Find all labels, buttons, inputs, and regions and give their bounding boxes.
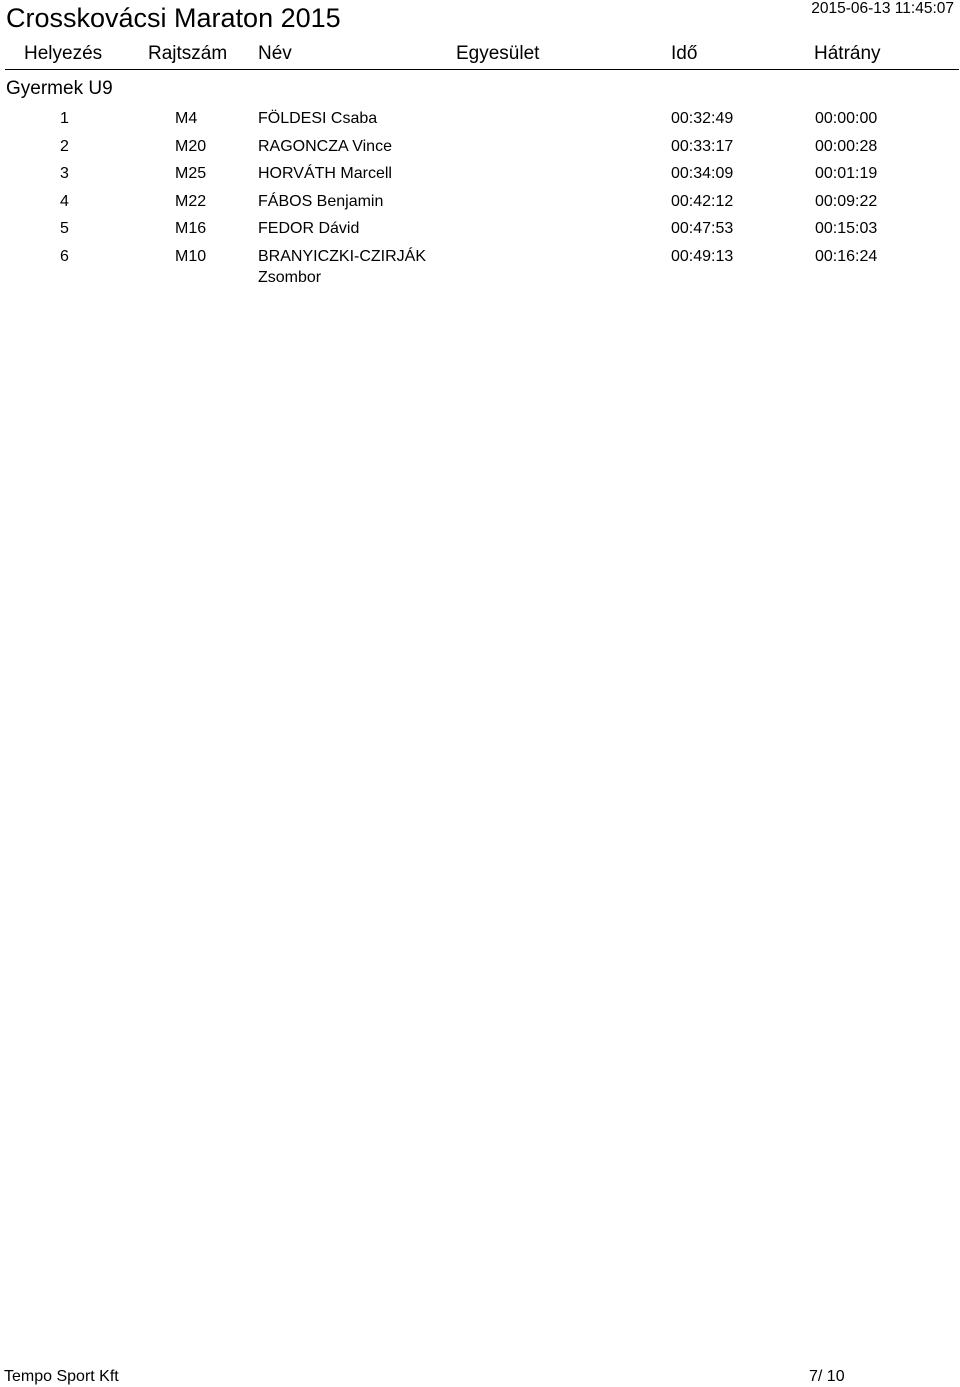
gap-cell: 00:15:03 xyxy=(815,220,878,238)
column-header-bib: Rajtszám xyxy=(148,43,228,64)
name-cell: RAGONCZA Vince xyxy=(258,137,392,155)
gap-cell: 00:00:00 xyxy=(815,110,878,127)
bib-cell: M22 xyxy=(175,192,207,210)
category-heading: Gyermek U9 xyxy=(6,78,113,99)
column-header-club: Egyesület xyxy=(456,43,540,64)
time-cell: 00:47:53 xyxy=(671,220,734,238)
column-header-rank: Helyezés xyxy=(24,43,103,64)
table-row xyxy=(0,163,960,191)
bib-cell: M10 xyxy=(175,247,207,265)
gap-cell: 00:09:22 xyxy=(815,192,878,210)
bib-cell: M25 xyxy=(175,165,207,183)
time-cell: 00:42:12 xyxy=(671,192,734,210)
table-row xyxy=(0,136,960,164)
name-cell: HORVÁTH Marcell xyxy=(258,165,392,183)
table-row xyxy=(0,246,960,294)
rank-cell: 2 xyxy=(60,137,69,155)
time-cell: 00:32:49 xyxy=(671,110,734,127)
column-header-name: Név xyxy=(258,43,292,64)
time-cell: 00:33:17 xyxy=(671,137,734,155)
column-header-time: Idő xyxy=(671,43,698,64)
name-cell: FEDOR Dávid xyxy=(258,220,360,238)
time-cell: 00:49:13 xyxy=(671,247,734,265)
rank-cell: 1 xyxy=(60,110,69,127)
gap-cell: 00:01:19 xyxy=(815,165,878,183)
gap-cell: 00:16:24 xyxy=(815,247,878,265)
footer-page-number: 7/ 10 xyxy=(809,1368,845,1385)
bib-cell: M4 xyxy=(175,110,198,127)
name-cell: BRANYICZKI-CZIRJÁK Zsombor xyxy=(258,247,427,286)
page-title: Crosskovácsi Maraton 2015 xyxy=(6,3,341,33)
gap-cell: 00:00:28 xyxy=(815,137,878,155)
table-row xyxy=(0,191,960,219)
bib-cell: M16 xyxy=(175,220,207,238)
rank-cell: 3 xyxy=(60,165,69,183)
bib-cell: M20 xyxy=(175,137,207,155)
table-row xyxy=(0,108,960,136)
rank-cell: 6 xyxy=(60,247,69,265)
column-header-gap: Hátrány xyxy=(814,43,881,64)
name-cell: FÁBOS Benjamin xyxy=(258,192,384,210)
rank-cell: 5 xyxy=(60,220,69,238)
print-timestamp: 2015-06-13 11:45:07 xyxy=(811,0,954,17)
results-table xyxy=(0,108,960,294)
table-row xyxy=(0,218,960,246)
footer-company: Tempo Sport Kft xyxy=(4,1368,119,1385)
header-divider xyxy=(5,69,959,70)
time-cell: 00:34:09 xyxy=(671,165,734,183)
column-header-row xyxy=(0,42,960,66)
name-cell: FÖLDESI Csaba xyxy=(258,110,378,127)
rank-cell: 4 xyxy=(60,192,69,210)
